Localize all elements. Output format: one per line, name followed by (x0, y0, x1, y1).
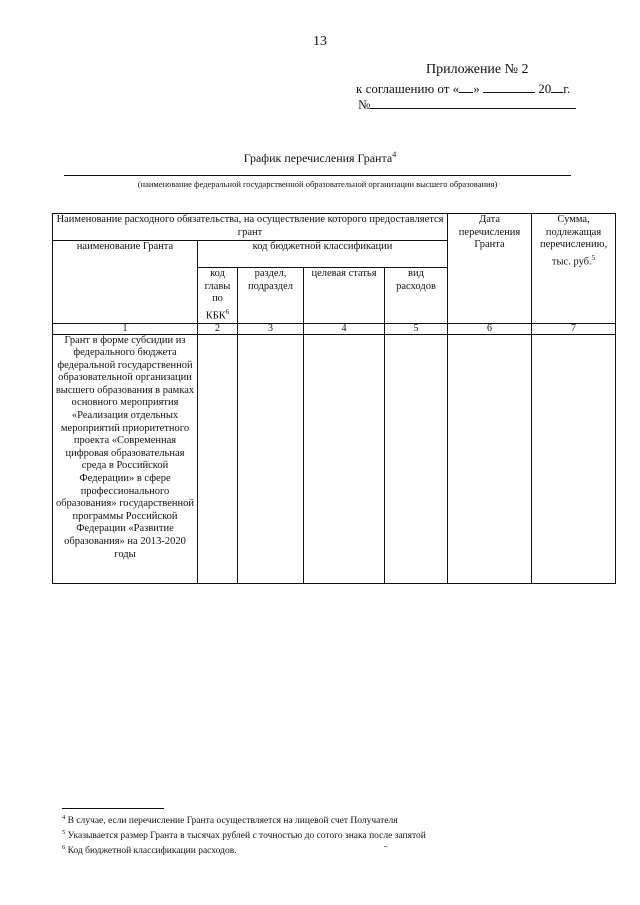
org-name-caption: (наименование федеральной государственной образовательной организации высшего образования) (137, 179, 498, 189)
expense-type-header: вид расходов (385, 268, 448, 324)
footnote-text: В случае, если перечисление Гранта осуществляется на лицевой счет Получателя (67, 816, 398, 827)
appendix-label: Приложение № 2 (426, 62, 529, 77)
footnote-6 (62, 842, 426, 857)
transfer-schedule-table (52, 213, 616, 584)
header-row-1 (53, 214, 616, 241)
date-header: Дата перечисления Гранта (448, 214, 532, 324)
schedule-title (0, 150, 640, 166)
grant-data-row (53, 334, 616, 583)
kbk-header-text: код главы по КБК (204, 268, 231, 321)
org-name-line (64, 175, 571, 176)
budget-classification-header: код бюджетной классификации (198, 241, 448, 268)
sum-header-text: Сумма, подлежащая перечислению, тыс. руб. (539, 214, 608, 267)
column-number: 7 (532, 323, 616, 334)
column-number: 6 (448, 323, 532, 334)
target-article-cell (304, 334, 385, 583)
number-blank (370, 96, 576, 109)
agreement-year: 20 (538, 81, 552, 96)
sum-header (532, 214, 616, 324)
year-blank (551, 80, 563, 93)
section-header: раздел, подраздел (238, 268, 304, 324)
footnote-text: Код бюджетной классификации расходов. (67, 846, 237, 857)
column-number: 4 (304, 323, 385, 334)
footnote-mark: 6 (62, 844, 66, 852)
footnote-mark: 4 (62, 814, 66, 821)
grant-description-cell: Грант в форме субсидии из федерального бюджета федеральной государственной образовательной организации высшего образования в рамках основного мероприятия «Реализация отдельных мероприятий приоритетного проекта «Современная цифровая образовательная среда в Российской Федерации» в сфере профессионального образования» государственной программы Российской Федерации «Развитие образования» на 2013-2020 годы (53, 334, 198, 583)
footnote-mark: 5 (62, 829, 66, 837)
agreement-suffix: г. (563, 81, 571, 96)
column-number-row (53, 323, 616, 334)
kbk-footnote-mark: 6 (225, 307, 230, 316)
footnote-separator (62, 808, 164, 809)
agreement-prefix: к соглашению от « (356, 81, 460, 96)
day-blank (459, 80, 473, 93)
column-number: 3 (238, 323, 304, 334)
footnote-4 (62, 812, 426, 827)
obligation-header: Наименование расходного обязательства, на осуществление которого предоставляется грант (53, 214, 448, 241)
footnote-text: Указывается размер Гранта в тысячах рублей с точностью до сотого знака после запятой (67, 831, 426, 842)
month-blank (483, 80, 535, 93)
sum-footnote-mark: 5 (591, 253, 596, 262)
footnotes (62, 812, 426, 857)
title-text: График перечисления Гранта (243, 151, 393, 165)
agreement-mid: » (473, 81, 480, 96)
page-number: 13 (313, 34, 327, 49)
expense-type-cell (385, 334, 448, 583)
column-number: 2 (198, 323, 238, 334)
date-cell (448, 334, 532, 583)
agreement-line (356, 80, 570, 97)
grant-name-header: наименование Гранта (53, 241, 198, 324)
column-number: 5 (385, 323, 448, 334)
footnote-5 (62, 827, 426, 842)
title-footnote-mark: 4 (392, 150, 397, 159)
kbk-header (198, 268, 238, 324)
kbk-cell (198, 334, 238, 583)
column-number: 1 (53, 323, 198, 334)
number-label: № (358, 97, 371, 112)
section-cell (238, 334, 304, 583)
sum-cell (532, 334, 616, 583)
target-article-header: целевая статья (304, 268, 385, 324)
scan-artifact (384, 846, 387, 847)
agreement-number-line (358, 96, 576, 113)
